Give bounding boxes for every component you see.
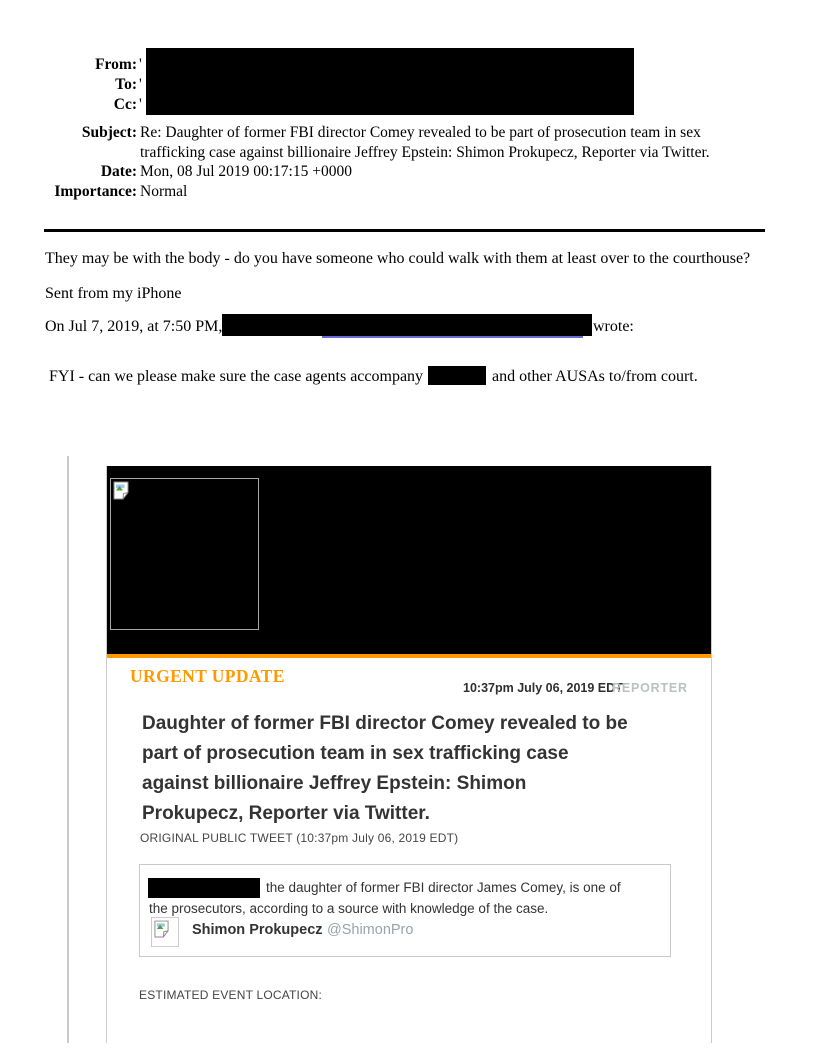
from-label: From:: [95, 56, 137, 73]
subject-value-line2: trafficking case against billionaire Jeffrey Epstein: Shimon Prokupecz, Reporter via Twitter.: [140, 144, 710, 161]
fyi-name-redaction: [428, 366, 486, 385]
broken-image-icon: [154, 920, 169, 938]
broken-image-icon: [113, 481, 129, 500]
importance-value: Normal: [140, 183, 188, 200]
alert-headline: [142, 709, 694, 829]
missing-image-placeholder: [110, 478, 259, 630]
tweet-author-handle: @ShimonPro: [327, 922, 414, 938]
alert-timestamp: 10:37pm July 06, 2019 EDT: [463, 681, 623, 695]
header-divider: [44, 229, 765, 232]
tweet-text-line2: the prosecutors, according to a source with knowledge of the case.: [149, 901, 549, 916]
header-recipients-redaction: [146, 48, 634, 115]
cc-value-quote-mark: ': [139, 96, 142, 113]
alert-banner-image-area: [107, 466, 711, 654]
tweet-name-redaction: [148, 878, 260, 898]
alert-card: [106, 466, 712, 1043]
tweet-text-line1: the daughter of former FBI director James Comey, is one of: [266, 880, 621, 895]
fyi-text-suffix: and other AUSAs to/from court.: [492, 368, 698, 385]
from-value-quote-mark: ': [139, 56, 142, 73]
date-value: Mon, 08 Jul 2019 00:17:15 +0000: [140, 163, 352, 180]
blockquote-bar: [67, 456, 69, 1043]
to-label: To:: [115, 76, 137, 93]
quote-sender-redaction: [222, 314, 592, 336]
tweet-author-name: Shimon Prokupecz: [192, 922, 323, 938]
fyi-text-prefix: FYI - can we please make sure the case agents accompany: [45, 368, 424, 385]
urgent-update-kicker: URGENT UPDATE: [130, 666, 285, 686]
original-tweet-label: ORIGINAL PUBLIC TWEET (10:37pm July 06, 2019 EDT): [140, 831, 459, 845]
subject-value-line1: Re: Daughter of former FBI director Comey revealed to be part of prosecution team in sex: [140, 124, 701, 141]
headline-line-2: part of prosecution team in sex trafficking case: [142, 743, 569, 764]
redacted-email-link-underline: [322, 336, 583, 338]
quote-intro-prefix: On Jul 7, 2019, at 7:50 PM,: [45, 318, 223, 335]
body-paragraph-1: They may be with the body - do you have someone who could walk with them at least over to the courthouse?: [45, 250, 751, 267]
quote-intro-suffix: wrote:: [593, 318, 634, 335]
headline-line-4: Prokupecz, Reporter via Twitter.: [142, 803, 430, 824]
tweet-avatar-placeholder: [151, 917, 179, 947]
cc-label: Cc:: [113, 96, 137, 113]
headline-line-3: against billionaire Jeffrey Epstein: Shimon: [142, 773, 527, 794]
to-value-quote-mark: ': [139, 76, 142, 93]
headline-line-1: Daughter of former FBI director Comey revealed to be: [142, 713, 628, 734]
subject-label: Subject:: [81, 124, 137, 141]
iphone-signature: Sent from my iPhone: [45, 285, 182, 302]
importance-label: Importance:: [54, 183, 137, 200]
tweet-quote-box: [139, 864, 671, 957]
estimated-location-label: ESTIMATED EVENT LOCATION:: [139, 988, 323, 1002]
alert-source-tag: REPORTER: [612, 681, 688, 695]
date-label: Date:: [100, 163, 137, 180]
orange-divider: [107, 654, 711, 658]
